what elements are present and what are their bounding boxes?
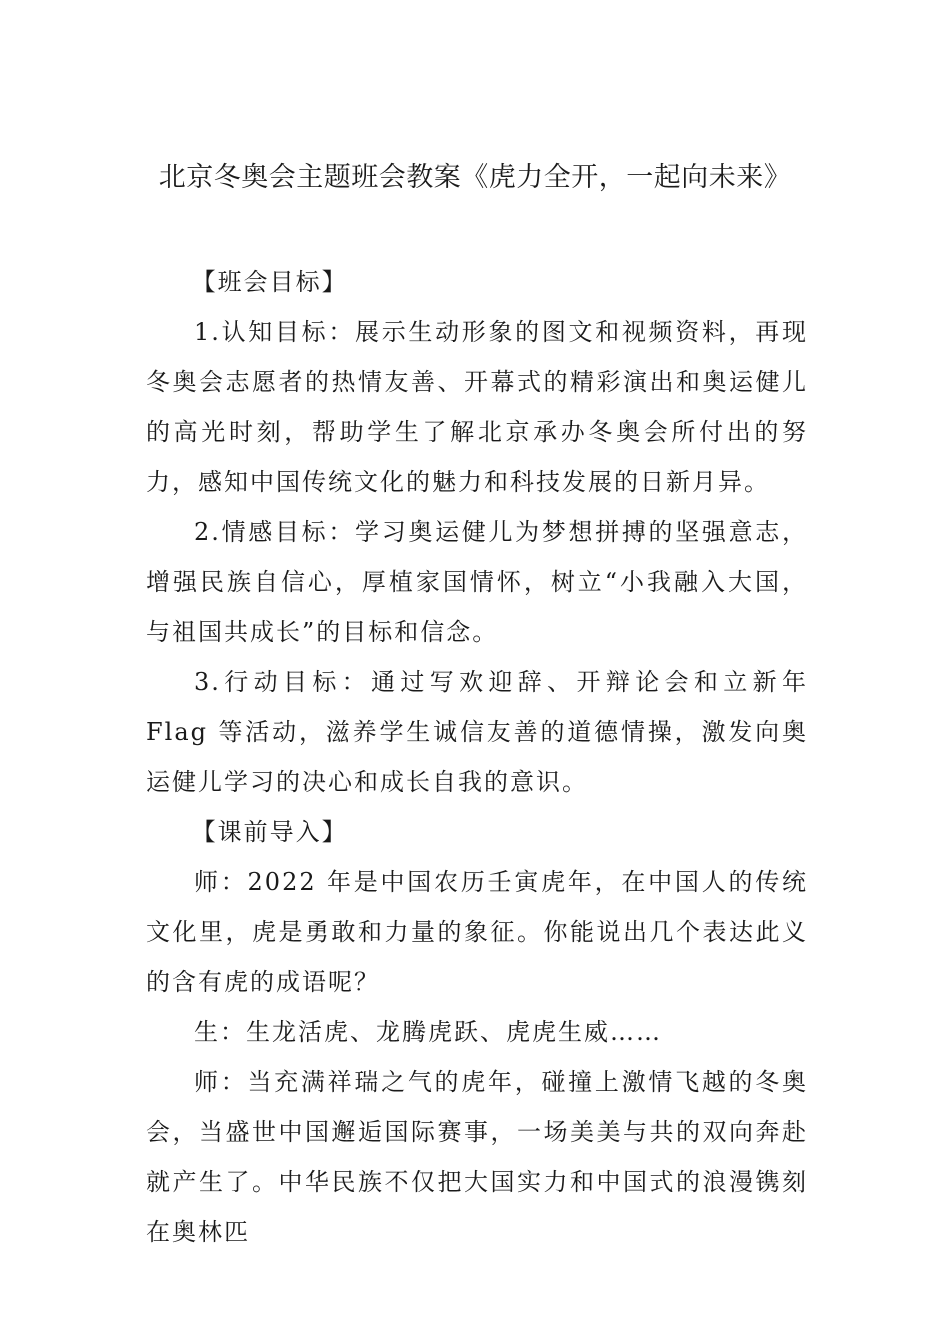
document-body bbox=[146, 257, 808, 1257]
section-heading-goals: 【班会目标】 bbox=[191, 268, 348, 296]
paragraph-teacher-narration: 师：当充满祥瑞之气的虎年，碰撞上激情飞越的冬奥会，当盛世中国邂逅国际赛事，一场美美与共的双向奔赴就产生了。中华民族不仅把大国实力和中国式的浪漫镌刻在奥林匹 bbox=[146, 1068, 808, 1246]
paragraph-action-goal: 3.行动目标：通过写欢迎辞、开辩论会和立新年 Flag 等活动，滋养学生诚信友善的道德情操，激发向奥运健儿学习的决心和成长自我的意识。 bbox=[146, 668, 808, 796]
paragraph-emotional-goal: 2.情感目标：学习奥运健儿为梦想拼搏的坚强意志，增强民族自信心，厚植家国情怀，树立“小我融入大国，与祖国共成长”的目标和信念。 bbox=[146, 518, 808, 646]
paragraph-teacher-question: 师：2022 年是中国农历壬寅虎年，在中国人的传统文化里，虎是勇敢和力量的象征。你能说出几个表达此义的含有虎的成语呢？ bbox=[146, 868, 808, 996]
paragraph-cognitive-goal: 1.认知目标：展示生动形象的图文和视频资料，再现冬奥会志愿者的热情友善、开幕式的精彩演出和奥运健儿的高光时刻，帮助学生了解北京承办冬奥会所付出的努力，感知中国传统文化的魅力和科技发展的日新月异。 bbox=[146, 318, 808, 496]
section-heading-intro: 【课前导入】 bbox=[191, 818, 348, 846]
document-title: 北京冬奥会主题班会教案《虎力全开，一起向未来》 bbox=[158, 162, 792, 193]
paragraph-student-answer: 生：生龙活虎、龙腾虎跃、虎虎生威…… bbox=[194, 1018, 662, 1046]
